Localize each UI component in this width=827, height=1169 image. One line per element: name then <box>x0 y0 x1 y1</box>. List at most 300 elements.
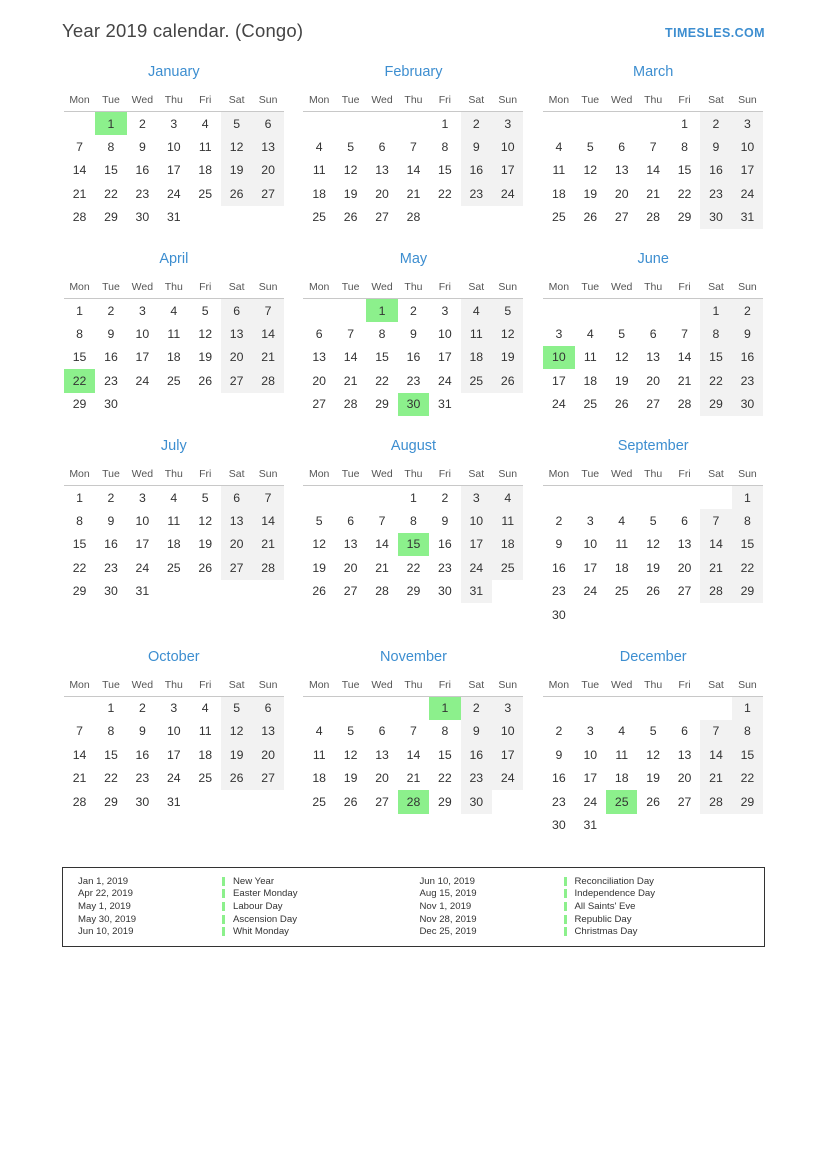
day-cell[interactable]: 10 <box>166 139 181 154</box>
day-cell[interactable]: 7 <box>252 299 283 323</box>
day-cell[interactable]: 23 <box>135 186 150 201</box>
day-cell[interactable]: 8 <box>732 720 763 744</box>
day-cell[interactable]: 12 <box>343 163 358 178</box>
day-cell-holiday[interactable]: 25 <box>606 790 637 814</box>
day-cell[interactable]: 25 <box>198 186 213 201</box>
day-cell[interactable]: 12 <box>646 537 660 552</box>
day-cell[interactable]: 11 <box>167 513 181 528</box>
day-cell[interactable]: 7 <box>76 139 83 154</box>
day-cell[interactable]: 8 <box>441 139 449 154</box>
day-cell[interactable]: 25 <box>312 794 327 809</box>
day-cell[interactable]: 27 <box>343 584 358 599</box>
day-cell[interactable]: 5 <box>649 513 657 528</box>
day-cell[interactable]: 19 <box>198 537 213 552</box>
day-cell[interactable]: 24 <box>732 182 763 206</box>
day-cell[interactable]: 30 <box>135 210 150 225</box>
day-cell[interactable]: 11 <box>461 322 492 346</box>
day-cell[interactable]: 26 <box>583 210 598 225</box>
day-cell[interactable]: 16 <box>552 560 566 575</box>
day-cell[interactable]: 16 <box>104 350 118 365</box>
day-cell[interactable]: 9 <box>461 135 492 159</box>
day-cell[interactable]: 19 <box>492 346 523 370</box>
day-cell[interactable]: 29 <box>438 794 452 809</box>
day-cell[interactable]: 26 <box>312 584 327 599</box>
day-cell[interactable]: 22 <box>375 373 389 388</box>
day-cell[interactable]: 17 <box>492 743 523 767</box>
day-cell[interactable]: 23 <box>700 182 731 206</box>
day-cell[interactable]: 7 <box>410 724 417 739</box>
day-cell[interactable]: 9 <box>555 747 563 762</box>
day-cell[interactable]: 16 <box>135 163 150 178</box>
day-cell[interactable]: 19 <box>198 350 213 365</box>
day-cell[interactable]: 21 <box>375 560 389 575</box>
day-cell[interactable]: 24 <box>438 373 452 388</box>
day-cell[interactable]: 22 <box>732 556 763 580</box>
day-cell[interactable]: 19 <box>343 186 358 201</box>
day-cell[interactable]: 13 <box>375 163 389 178</box>
day-cell[interactable]: 4 <box>170 490 178 505</box>
day-cell[interactable]: 25 <box>461 369 492 393</box>
day-cell[interactable]: 19 <box>221 159 252 183</box>
day-cell[interactable]: 20 <box>677 560 692 575</box>
day-cell[interactable]: 5 <box>201 490 209 505</box>
day-cell[interactable]: 14 <box>252 322 283 346</box>
day-cell[interactable]: 10 <box>732 135 763 159</box>
day-cell[interactable]: 16 <box>135 747 150 762</box>
day-cell[interactable]: 9 <box>107 326 115 341</box>
day-cell[interactable]: 1 <box>76 490 83 505</box>
day-cell[interactable]: 22 <box>406 560 421 575</box>
day-cell[interactable]: 27 <box>252 182 283 206</box>
day-cell[interactable]: 1 <box>732 696 763 720</box>
day-cell[interactable]: 30 <box>461 790 492 814</box>
day-cell[interactable]: 29 <box>104 210 118 225</box>
day-cell[interactable]: 30 <box>438 584 452 599</box>
day-cell[interactable]: 2 <box>461 112 492 136</box>
day-cell[interactable]: 7 <box>76 724 83 739</box>
day-cell[interactable]: 25 <box>583 397 598 412</box>
day-cell[interactable]: 13 <box>252 720 283 744</box>
day-cell[interactable]: 30 <box>104 584 118 599</box>
day-cell[interactable]: 1 <box>441 116 449 131</box>
day-cell[interactable]: 12 <box>646 747 660 762</box>
day-cell[interactable]: 13 <box>343 537 358 552</box>
day-cell[interactable]: 10 <box>492 720 523 744</box>
day-cell[interactable]: 14 <box>72 163 87 178</box>
day-cell[interactable]: 3 <box>138 490 146 505</box>
day-cell[interactable]: 17 <box>583 560 598 575</box>
day-cell[interactable]: 12 <box>614 350 629 365</box>
day-cell[interactable]: 2 <box>555 513 563 528</box>
day-cell[interactable]: 22 <box>438 771 452 786</box>
day-cell[interactable]: 8 <box>378 326 386 341</box>
day-cell[interactable]: 9 <box>410 326 417 341</box>
day-cell[interactable]: 21 <box>72 771 87 786</box>
day-cell[interactable]: 3 <box>170 701 178 715</box>
day-cell[interactable]: 3 <box>732 112 763 136</box>
day-cell[interactable]: 17 <box>583 771 598 786</box>
day-cell[interactable]: 23 <box>552 794 566 809</box>
day-cell[interactable]: 15 <box>72 537 87 552</box>
day-cell[interactable]: 31 <box>166 794 181 809</box>
day-cell[interactable]: 15 <box>375 350 389 365</box>
day-cell[interactable]: 29 <box>732 790 763 814</box>
day-cell[interactable]: 25 <box>614 584 629 599</box>
day-cell[interactable]: 7 <box>378 513 386 528</box>
day-cell[interactable]: 13 <box>252 135 283 159</box>
day-cell[interactable]: 24 <box>135 373 150 388</box>
day-cell[interactable]: 6 <box>315 326 323 341</box>
day-cell[interactable]: 3 <box>586 724 594 739</box>
day-cell[interactable]: 25 <box>166 373 181 388</box>
day-cell[interactable]: 3 <box>555 326 563 341</box>
day-cell[interactable]: 18 <box>583 373 598 388</box>
day-cell[interactable]: 2 <box>138 116 146 131</box>
day-cell[interactable]: 30 <box>552 818 566 833</box>
day-cell[interactable]: 1 <box>76 303 83 318</box>
day-cell[interactable]: 24 <box>135 560 150 575</box>
day-cell[interactable]: 18 <box>198 163 213 178</box>
day-cell[interactable]: 21 <box>406 771 421 786</box>
day-cell[interactable]: 29 <box>375 397 389 412</box>
day-cell[interactable]: 21 <box>252 533 283 557</box>
day-cell[interactable]: 3 <box>170 116 178 131</box>
day-cell[interactable]: 28 <box>252 369 283 393</box>
day-cell[interactable]: 12 <box>198 326 213 341</box>
day-cell[interactable]: 26 <box>221 182 252 206</box>
day-cell[interactable]: 13 <box>221 322 252 346</box>
day-cell[interactable]: 28 <box>375 584 389 599</box>
day-cell[interactable]: 3 <box>492 112 523 136</box>
day-cell[interactable]: 27 <box>312 397 327 412</box>
day-cell[interactable]: 28 <box>252 556 283 580</box>
day-cell[interactable]: 4 <box>315 724 323 739</box>
day-cell[interactable]: 21 <box>406 186 421 201</box>
day-cell[interactable]: 22 <box>700 369 731 393</box>
day-cell[interactable]: 27 <box>677 794 692 809</box>
day-cell[interactable]: 9 <box>461 720 492 744</box>
day-cell[interactable]: 11 <box>198 139 212 154</box>
day-cell[interactable]: 17 <box>438 350 452 365</box>
day-cell[interactable]: 16 <box>406 350 421 365</box>
day-cell[interactable]: 21 <box>646 186 660 201</box>
day-cell[interactable]: 12 <box>198 513 213 528</box>
day-cell[interactable]: 30 <box>552 607 566 622</box>
day-cell[interactable]: 23 <box>461 182 492 206</box>
day-cell[interactable]: 8 <box>76 513 83 528</box>
day-cell[interactable]: 18 <box>614 771 629 786</box>
day-cell[interactable]: 2 <box>441 490 449 505</box>
day-cell[interactable]: 9 <box>138 139 146 154</box>
day-cell[interactable]: 2 <box>555 724 563 739</box>
day-cell[interactable]: 14 <box>406 747 421 762</box>
day-cell[interactable]: 29 <box>700 393 731 417</box>
day-cell[interactable]: 15 <box>732 743 763 767</box>
day-cell[interactable]: 1 <box>732 486 763 510</box>
day-cell[interactable]: 23 <box>135 771 150 786</box>
day-cell[interactable]: 1 <box>700 299 731 323</box>
day-cell[interactable]: 27 <box>375 794 389 809</box>
day-cell[interactable]: 22 <box>438 186 452 201</box>
day-cell[interactable]: 5 <box>347 724 355 739</box>
day-cell[interactable]: 5 <box>586 139 594 154</box>
day-cell[interactable]: 17 <box>166 163 181 178</box>
day-cell[interactable]: 21 <box>252 346 283 370</box>
day-cell[interactable]: 7 <box>410 139 417 154</box>
day-cell[interactable]: 8 <box>107 139 115 154</box>
day-cell[interactable]: 20 <box>312 373 327 388</box>
day-cell[interactable]: 2 <box>700 112 731 136</box>
day-cell[interactable]: 17 <box>732 159 763 183</box>
day-cell[interactable]: 28 <box>700 580 731 604</box>
day-cell[interactable]: 25 <box>492 556 523 580</box>
day-cell[interactable]: 25 <box>312 210 327 225</box>
day-cell[interactable]: 3 <box>492 696 523 720</box>
day-cell[interactable]: 20 <box>375 771 389 786</box>
day-cell[interactable]: 23 <box>552 584 566 599</box>
day-cell[interactable]: 21 <box>343 373 358 388</box>
day-cell[interactable]: 12 <box>583 163 598 178</box>
day-cell[interactable]: 8 <box>441 724 449 739</box>
day-cell[interactable]: 12 <box>221 720 252 744</box>
day-cell[interactable]: 20 <box>677 771 692 786</box>
day-cell[interactable]: 28 <box>677 397 692 412</box>
day-cell[interactable]: 23 <box>406 373 421 388</box>
day-cell[interactable]: 18 <box>614 560 629 575</box>
day-cell[interactable]: 5 <box>221 112 252 136</box>
day-cell[interactable]: 13 <box>375 747 389 762</box>
day-cell-holiday[interactable]: 1 <box>366 299 397 323</box>
day-cell[interactable]: 20 <box>252 159 283 183</box>
day-cell-holiday[interactable]: 10 <box>543 346 574 370</box>
day-cell[interactable]: 23 <box>104 560 118 575</box>
day-cell[interactable]: 2 <box>461 696 492 720</box>
day-cell[interactable]: 4 <box>555 139 563 154</box>
day-cell[interactable]: 16 <box>552 771 566 786</box>
day-cell-holiday[interactable]: 1 <box>429 696 460 720</box>
day-cell[interactable]: 8 <box>410 513 417 528</box>
day-cell[interactable]: 30 <box>700 206 731 230</box>
day-cell[interactable]: 4 <box>586 326 594 341</box>
day-cell[interactable]: 18 <box>166 350 181 365</box>
day-cell-holiday[interactable]: 22 <box>64 369 95 393</box>
day-cell[interactable]: 28 <box>343 397 358 412</box>
day-cell[interactable]: 26 <box>343 210 358 225</box>
day-cell[interactable]: 17 <box>135 350 150 365</box>
day-cell[interactable]: 16 <box>461 743 492 767</box>
day-cell[interactable]: 18 <box>312 186 327 201</box>
day-cell[interactable]: 24 <box>166 186 181 201</box>
day-cell[interactable]: 20 <box>614 186 629 201</box>
day-cell[interactable]: 10 <box>492 135 523 159</box>
day-cell[interactable]: 9 <box>700 135 731 159</box>
day-cell[interactable]: 11 <box>583 350 597 365</box>
day-cell[interactable]: 4 <box>201 116 209 131</box>
day-cell[interactable]: 23 <box>461 767 492 791</box>
day-cell[interactable]: 26 <box>646 584 660 599</box>
day-cell[interactable]: 17 <box>492 159 523 183</box>
day-cell[interactable]: 20 <box>343 560 358 575</box>
day-cell[interactable]: 13 <box>221 509 252 533</box>
day-cell[interactable]: 29 <box>677 210 692 225</box>
day-cell[interactable]: 5 <box>315 513 323 528</box>
day-cell[interactable]: 6 <box>618 139 626 154</box>
day-cell[interactable]: 4 <box>170 303 178 318</box>
day-cell[interactable]: 7 <box>700 720 731 744</box>
day-cell[interactable]: 5 <box>201 303 209 318</box>
day-cell[interactable]: 11 <box>167 326 181 341</box>
day-cell[interactable]: 14 <box>677 350 692 365</box>
day-cell[interactable]: 11 <box>552 163 566 178</box>
day-cell[interactable]: 19 <box>614 373 629 388</box>
day-cell[interactable]: 24 <box>166 771 181 786</box>
day-cell[interactable]: 16 <box>461 159 492 183</box>
day-cell[interactable]: 29 <box>72 584 87 599</box>
day-cell[interactable]: 17 <box>461 533 492 557</box>
day-cell[interactable]: 13 <box>646 350 660 365</box>
day-cell[interactable]: 15 <box>677 163 692 178</box>
day-cell[interactable]: 10 <box>135 326 150 341</box>
day-cell[interactable]: 5 <box>618 326 626 341</box>
day-cell[interactable]: 10 <box>583 747 598 762</box>
day-cell[interactable]: 27 <box>614 210 629 225</box>
day-cell-holiday[interactable]: 30 <box>398 393 429 417</box>
day-cell[interactable]: 26 <box>646 794 660 809</box>
day-cell[interactable]: 22 <box>677 186 692 201</box>
day-cell[interactable]: 20 <box>252 743 283 767</box>
day-cell[interactable]: 20 <box>221 533 252 557</box>
day-cell[interactable]: 19 <box>343 771 358 786</box>
day-cell[interactable]: 28 <box>72 210 87 225</box>
day-cell[interactable]: 18 <box>552 186 566 201</box>
day-cell[interactable]: 4 <box>201 701 209 715</box>
day-cell[interactable]: 14 <box>646 163 660 178</box>
day-cell[interactable]: 3 <box>441 303 449 318</box>
day-cell[interactable]: 5 <box>492 299 523 323</box>
day-cell[interactable]: 15 <box>732 533 763 557</box>
day-cell[interactable]: 7 <box>649 139 657 154</box>
day-cell[interactable]: 14 <box>700 533 731 557</box>
day-cell[interactable]: 21 <box>700 556 731 580</box>
day-cell[interactable]: 21 <box>677 373 692 388</box>
day-cell[interactable]: 2 <box>107 303 115 318</box>
day-cell[interactable]: 4 <box>618 724 626 739</box>
day-cell[interactable]: 7 <box>700 509 731 533</box>
day-cell[interactable]: 8 <box>700 322 731 346</box>
day-cell[interactable]: 22 <box>72 560 87 575</box>
brand-link[interactable]: TIMESLES.COM <box>665 26 765 40</box>
day-cell[interactable]: 24 <box>583 794 598 809</box>
day-cell[interactable]: 15 <box>104 163 118 178</box>
day-cell[interactable]: 14 <box>252 509 283 533</box>
day-cell[interactable]: 31 <box>438 397 452 412</box>
day-cell[interactable]: 17 <box>135 537 150 552</box>
day-cell[interactable]: 19 <box>221 743 252 767</box>
day-cell[interactable]: 25 <box>198 771 213 786</box>
day-cell[interactable]: 22 <box>104 186 118 201</box>
day-cell[interactable]: 11 <box>312 163 326 178</box>
day-cell[interactable]: 14 <box>343 350 358 365</box>
day-cell[interactable]: 15 <box>438 747 452 762</box>
day-cell[interactable]: 15 <box>700 346 731 370</box>
day-cell[interactable]: 28 <box>646 210 660 225</box>
day-cell[interactable]: 3 <box>586 513 594 528</box>
day-cell-holiday[interactable]: 28 <box>398 790 429 814</box>
day-cell[interactable]: 6 <box>221 299 252 323</box>
day-cell[interactable]: 4 <box>315 139 323 154</box>
day-cell[interactable]: 4 <box>618 513 626 528</box>
day-cell[interactable]: 27 <box>221 556 252 580</box>
day-cell[interactable]: 30 <box>135 794 150 809</box>
day-cell[interactable]: 29 <box>406 584 421 599</box>
day-cell[interactable]: 25 <box>552 210 566 225</box>
day-cell[interactable]: 8 <box>76 326 83 341</box>
day-cell[interactable]: 6 <box>649 326 657 341</box>
day-cell[interactable]: 11 <box>312 747 326 762</box>
day-cell[interactable]: 15 <box>72 350 87 365</box>
day-cell[interactable]: 24 <box>461 556 492 580</box>
day-cell[interactable]: 12 <box>343 747 358 762</box>
day-cell[interactable]: 11 <box>615 747 629 762</box>
day-cell[interactable]: 15 <box>438 163 452 178</box>
day-cell[interactable]: 17 <box>552 373 566 388</box>
day-cell[interactable]: 23 <box>732 369 763 393</box>
day-cell[interactable]: 17 <box>166 747 181 762</box>
day-cell[interactable]: 7 <box>347 326 355 341</box>
day-cell[interactable]: 28 <box>72 794 87 809</box>
day-cell[interactable]: 1 <box>107 701 115 715</box>
day-cell[interactable]: 27 <box>252 767 283 791</box>
day-cell[interactable]: 26 <box>614 397 629 412</box>
day-cell[interactable]: 25 <box>166 560 181 575</box>
day-cell[interactable]: 10 <box>461 509 492 533</box>
day-cell[interactable]: 26 <box>221 767 252 791</box>
day-cell[interactable]: 3 <box>461 486 492 510</box>
day-cell[interactable]: 14 <box>72 747 87 762</box>
day-cell[interactable]: 26 <box>343 794 358 809</box>
day-cell[interactable]: 8 <box>681 139 688 154</box>
day-cell[interactable]: 23 <box>438 560 452 575</box>
day-cell[interactable]: 27 <box>677 584 692 599</box>
day-cell[interactable]: 5 <box>347 139 355 154</box>
day-cell[interactable]: 12 <box>221 135 252 159</box>
day-cell[interactable]: 3 <box>138 303 146 318</box>
day-cell[interactable]: 7 <box>681 326 688 341</box>
day-cell[interactable]: 13 <box>312 350 327 365</box>
day-cell[interactable]: 12 <box>312 537 327 552</box>
day-cell[interactable]: 9 <box>441 513 449 528</box>
day-cell[interactable]: 26 <box>198 560 213 575</box>
day-cell[interactable]: 10 <box>166 724 181 739</box>
day-cell[interactable]: 30 <box>104 397 118 412</box>
day-cell[interactable]: 30 <box>732 393 763 417</box>
day-cell[interactable]: 9 <box>138 724 146 739</box>
day-cell[interactable]: 9 <box>107 513 115 528</box>
day-cell[interactable]: 22 <box>104 771 118 786</box>
day-cell[interactable]: 31 <box>732 206 763 230</box>
day-cell[interactable]: 18 <box>166 537 181 552</box>
day-cell[interactable]: 26 <box>492 369 523 393</box>
day-cell[interactable]: 29 <box>104 794 118 809</box>
day-cell[interactable]: 31 <box>135 584 150 599</box>
day-cell[interactable]: 6 <box>378 139 386 154</box>
day-cell[interactable]: 13 <box>614 163 629 178</box>
day-cell[interactable]: 29 <box>72 397 87 412</box>
day-cell[interactable]: 26 <box>198 373 213 388</box>
day-cell[interactable]: 31 <box>166 210 181 225</box>
day-cell[interactable]: 11 <box>492 509 523 533</box>
day-cell[interactable]: 13 <box>677 537 692 552</box>
